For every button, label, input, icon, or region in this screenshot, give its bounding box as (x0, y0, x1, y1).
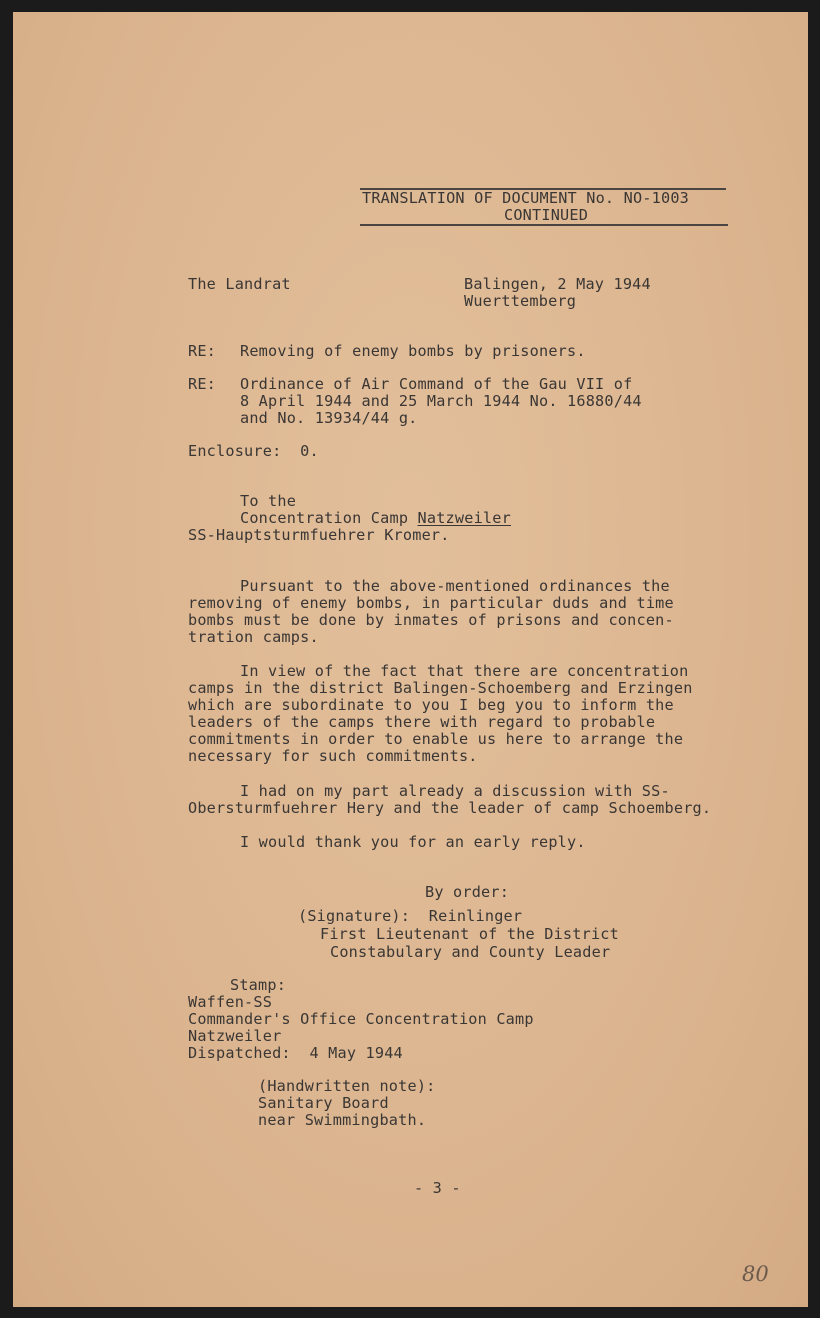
para1-line-2: removing of enemy bombs, in particular duds and time (188, 594, 674, 612)
stamp-line-1: Waffen-SS (188, 993, 273, 1011)
stamp-dispatched: Dispatched: 4 May 1944 (188, 1044, 403, 1062)
re-subject-2-line-2: 8 April 1944 and 25 March 1944 No. 16880/44 (240, 392, 642, 410)
signature-line-2: First Lieutenant of the District (320, 925, 619, 943)
para2-line-5: commitments in order to enable us here to arrange the (188, 730, 684, 748)
signature-line-3: Constabulary and County Leader (330, 943, 611, 961)
para4: I would thank you for an early reply. (240, 833, 586, 851)
addressee-line-1: To the (240, 492, 297, 510)
para1-line-4: tration camps. (188, 628, 319, 646)
handwritten-note-line-2: near Swimmingbath. (258, 1111, 427, 1129)
re-subject-2-line-1: Ordinance of Air Command of the Gau VII of (240, 375, 633, 393)
handwritten-note-label: (Handwritten note): (258, 1077, 436, 1095)
re-subject-1: Removing of enemy bombs by prisoners. (240, 342, 586, 360)
re-subject-2-line-3: and No. 13934/44 g. (240, 409, 418, 427)
folio-number: 80 (742, 1262, 769, 1286)
region: Wuerttemberg (464, 292, 577, 310)
para3-line-2: Obersturmfuehrer Hery and the leader of camp Schoemberg. (188, 799, 712, 817)
signature-line-1: (Signature): Reinlinger (298, 907, 523, 925)
para2-line-2: camps in the district Balingen-Schoemberg and Erzingen (188, 679, 693, 697)
para3-line-1: I had on my part already a discussion with SS- (240, 782, 670, 800)
by-order: By order: (425, 883, 510, 901)
sender-from: The Landrat (188, 275, 291, 293)
para2-line-6: necessary for such commitments. (188, 747, 478, 765)
addressee-camp-prefix: Concentration Camp (240, 509, 418, 527)
re-label-1: RE: (188, 342, 217, 360)
handwritten-note-line-1: Sanitary Board (258, 1094, 389, 1112)
page-number: - 3 - (414, 1179, 461, 1197)
para1-line-3: bombs must be done by inmates of prisons and concen- (188, 611, 674, 629)
para1-line-1: Pursuant to the above-mentioned ordinances the (240, 577, 670, 595)
re-label-2: RE: (188, 375, 217, 393)
stamp-line-3: Natzweiler (188, 1027, 282, 1045)
document-title: TRANSLATION OF DOCUMENT No. NO-1003 (362, 189, 690, 207)
addressee-line-3: SS-Hauptsturmfuehrer Kromer. (188, 526, 450, 544)
para2-line-3: which are subordinate to you I beg you to inform the (188, 696, 674, 714)
stamp-label: Stamp: (230, 976, 287, 994)
title-bottom-rule (360, 224, 728, 226)
para2-line-1: In view of the fact that there are concentration (240, 662, 689, 680)
para2-line-4: leaders of the camps there with regard to probable (188, 713, 656, 731)
addressee-line-2 (240, 510, 511, 527)
stamp-line-2: Commander's Office Concentration Camp (188, 1010, 534, 1028)
place-date: Balingen, 2 May 1944 (464, 275, 651, 293)
document-subtitle: CONTINUED (504, 206, 589, 224)
addressee-camp-place: Natzweiler (417, 509, 511, 527)
enclosure: Enclosure: 0. (188, 442, 319, 460)
